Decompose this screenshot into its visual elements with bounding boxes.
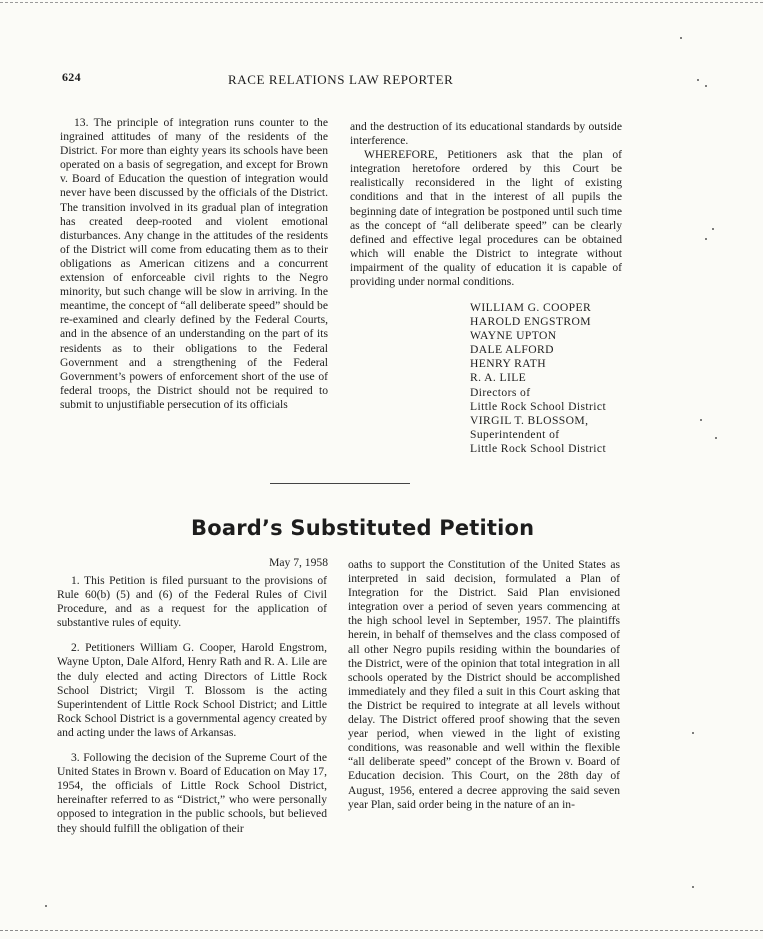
running-head: RACE RELATIONS LAW REPORTER <box>228 72 454 87</box>
signature-line: HAROLD ENGSTROM <box>470 315 591 329</box>
paragraph-continuation: and the destruction of its educational standards by outside interference. <box>350 120 622 148</box>
signature-line: WILLIAM G. COOPER <box>470 301 592 314</box>
signature-line: WAYNE UPTON <box>470 329 557 343</box>
paragraph-3-continued: oaths to support the Constitution of the United States as interpreted in said decision, formulated a Plan of Integration for the District. Said Plan envisioned integration over a period of seven years commencing at the high school level in September, 1957. The plaintiffs herein, in behalf of themselves and the class composed of all other Negro pupils residing within the boundaries of the District, were of the opinion that total integration in all schools operated by the District should be accomplished immediately and they filed a suit in this Court asking that the District be required to integrate at all levels without delay. The District offered proof showing that the seven year period, when viewed in the light of existing conditions, was reasonable and well within the flexible “all deliberate speed” concept of the Brown v. Board of Education decision. This Court, on the 28th day of August, 1956, entered a decree approving the said seven year Plan, said order being in the nature of an in- <box>348 558 620 811</box>
scan-speck <box>692 732 694 734</box>
paragraph-2: 2. Petitioners William G. Cooper, Harold Engstrom, Wayne Upton, Dale Alford, Henry Rath and R. A. Lile are the duly elected and acting Directors of Little Rock School District; Virgil T. Blossom is the acting Superintendent of Little Rock School District; and Little Rock School District is a governmental agency created by and acting under the laws of Arkansas. <box>57 641 327 739</box>
signature-line: DALE ALFORD <box>470 343 554 357</box>
paragraph-3: 3. Following the decision of the Supreme Court of the United States in Brown v. Board of Education on May 17, 1954, the officials of Little Rock School District, hereinafter referred to as “District,” who were personally opposed to integration in the public schools, but believed they should fulfill the obligation of their <box>57 751 327 835</box>
page-number: 624 <box>62 70 81 84</box>
signature-title: Superintendent of <box>470 427 560 441</box>
signature-title: Directors of <box>470 385 531 399</box>
paragraph-13: 13. The principle of integration runs counter to the ingrained attitudes of many of the residents of the District. For more than eighty years its schools have been operated on a basis of segregation, and except for Brown v. Board of Education the question of integration would never have been discussed by the officials of the District. The transition involved in its gradual plan of integration has created deep-rooted and violent emotional disturbances. Any change in the attitudes of the residents of the District will come from educating them as to their obligations as American citizens and a concurrent extension of enforceable civil rights to the Negro minority, but such change will be slow in arriving. In the meantime, the concept of “all deliberate speed” should be re-examined and clearly defined by the Federal Courts, and in the absence of an understanding on the part of its residents as to their obligations to the Federal Government and a strengthening of the Federal Government’s powers of enforcement short of the use of federal troops, the District should not be required to submit to unjustifiable persecution of its officials <box>60 116 328 411</box>
section-divider <box>270 483 410 484</box>
wherefore-paragraph: WHEREFORE, Petitioners ask that the plan of integration heretofore ordered by this Court be realistically reconsidered in the light of existing conditions and that in the interest of all pupils the beginning date of integration be postponed until such time as the concept of “all deliberate speed” can be clearly defined and effective legal procedures can be obtained which will enable the District to integrate without impairment of the quality of education it is capable of providing under normal conditions. <box>350 148 622 289</box>
scan-edge-top <box>0 2 763 3</box>
signature-block <box>470 301 670 456</box>
signature-line: R. A. LILE <box>470 371 527 385</box>
signature-title: Little Rock School District <box>470 399 607 413</box>
scan-speck <box>705 85 707 87</box>
scan-speck <box>705 238 707 240</box>
column-right-bottom <box>348 558 620 812</box>
petition-date: May 7, 1958 <box>269 556 328 569</box>
section-title: Board’s Substituted Petition <box>191 516 535 540</box>
scan-edge-bottom <box>0 930 763 931</box>
signature-title: Little Rock School District <box>470 441 607 455</box>
paragraph-1: 1. This Petition is filed pursuant to the provisions of Rule 60(b) (5) and (6) of the Federal Rules of Civil Procedure, and as a request for the application of substantive rules of equity. <box>57 574 327 630</box>
scan-speck <box>680 37 682 39</box>
scan-speck <box>712 228 714 230</box>
column-left-bottom <box>57 574 327 836</box>
signature-line: VIRGIL T. BLOSSOM, <box>470 413 589 427</box>
scan-speck <box>697 79 699 81</box>
signature-line: HENRY RATH <box>470 357 547 371</box>
scan-speck <box>700 419 702 421</box>
column-left-top <box>60 116 328 412</box>
scan-speck <box>715 437 717 439</box>
scan-speck <box>45 905 47 907</box>
column-right-top <box>350 120 622 289</box>
scan-speck <box>692 886 694 888</box>
